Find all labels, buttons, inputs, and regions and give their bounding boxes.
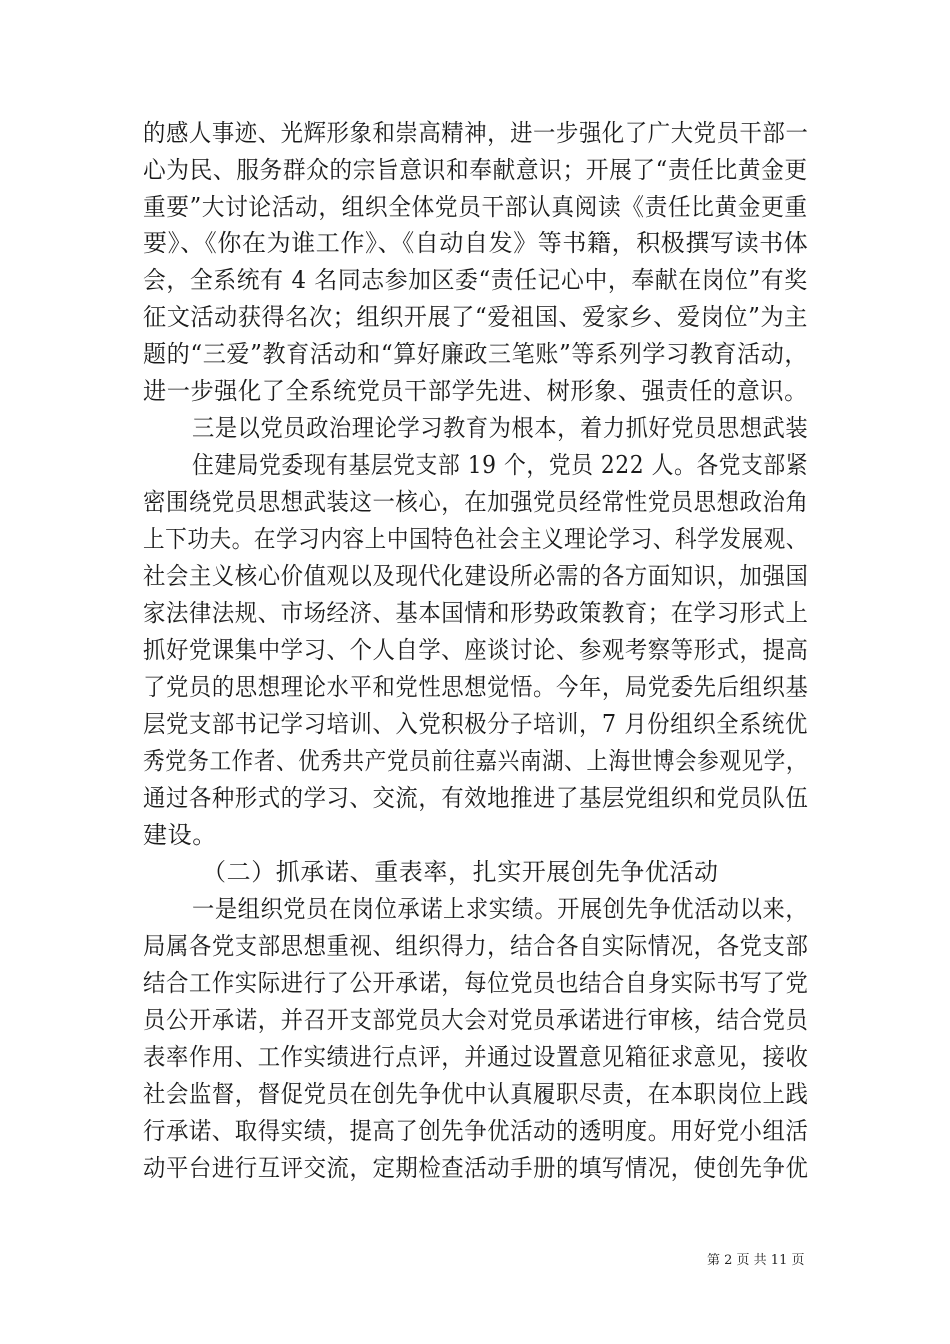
body-text-line: 通过各种形式的学习、交流，有效地推进了基层党组织和党员队伍 [143,784,809,812]
body-text-line: 上下功夫。在学习内容上中国特色社会主义理论学习、科学发展观、 [143,525,809,553]
body-text-line: 重要”大讨论活动，组织全体党员干部认真阅读《责任比黄金更重 [143,193,808,221]
body-text-line: 的感人事迹、光辉形象和崇高精神，进一步强化了广大党员干部一 [143,119,809,147]
body-text-line: 进一步强化了全系统党员干部学先进、树形象、强责任的意识。 [143,377,808,405]
body-text-line: 题的“三爱”教育活动和“算好廉政三笔账”等系列学习教育活动， [143,340,809,368]
body-text-line: 结合工作实际进行了公开承诺，每位党员也结合自身实际书写了党 [143,969,809,997]
section-heading: 三是以党员政治理论学习教育为根本，着力抓好党员思想武装 [192,414,809,442]
body-text-line: 心为民、服务群众的宗旨意识和奉献意识；开展了“责任比黄金更 [143,156,808,184]
section-heading: （二）抓承诺、重表率，扎实开展创先争优活动 [202,858,719,886]
body-text-line: 家法律法规、市场经济、基本国情和形势政策教育；在学习形式上 [143,599,809,627]
body-text-line: 社会主义核心价值观以及现代化建设所必需的各方面知识，加强国 [143,562,809,590]
body-text-line: 抓好党课集中学习、个人自学、座谈讨论、参观考察等形式，提高 [143,636,809,664]
body-text-line: 密围绕党员思想武装这一核心，在加强党员经常性党员思想政治角 [143,488,809,516]
body-text-line: 局属各党支部思想重视、组织得力，结合各自实际情况，各党支部 [143,932,809,960]
body-text-line: 会，全系统有 4 名同志参加区委“责任记心中，奉献在岗位”有奖 [143,266,808,294]
paragraph-start-line: 住建局党委现有基层党支部 19 个，党员 222 人。各党支部紧 [192,451,809,479]
body-text-line: 层党支部书记学习培训、入党积极分子培训，7 月份组织全系统优 [143,710,808,738]
paragraph-start-line: 一是组织党员在岗位承诺上求实绩。开展创先争优活动以来， [192,895,809,923]
body-text-line: 表率作用、工作实绩进行点评，并通过设置意见箱征求意见，接收 [143,1043,809,1071]
page-number-footer: 第 2 页 共 11 页 [707,1253,805,1268]
body-text-line: 要》、《你在为谁工作》、《自动自发》等书籍，积极撰写读书体 [143,229,809,257]
body-text-line: 建设。 [143,821,217,849]
body-text-line: 了党员的思想理论水平和党性思想觉悟。今年，局党委先后组织基 [143,673,809,701]
body-text-line: 征文活动获得名次；组织开展了“爱祖国、爱家乡、爱岗位”为主 [143,303,808,331]
body-text-line: 行承诺、取得实绩，提高了创先争优活动的透明度。用好党小组活 [143,1117,809,1145]
body-text-line: 秀党务工作者、优秀共产党员前往嘉兴南湖、上海世博会参观见学， [143,747,809,775]
body-text-line: 员公开承诺，并召开支部党员大会对党员承诺进行审核，结合党员 [143,1006,809,1034]
body-text-line: 社会监督，督促党员在创先争优中认真履职尽责，在本职岗位上践 [143,1080,809,1108]
body-text-line: 动平台进行互评交流，定期检查活动手册的填写情况，使创先争优 [143,1154,809,1182]
